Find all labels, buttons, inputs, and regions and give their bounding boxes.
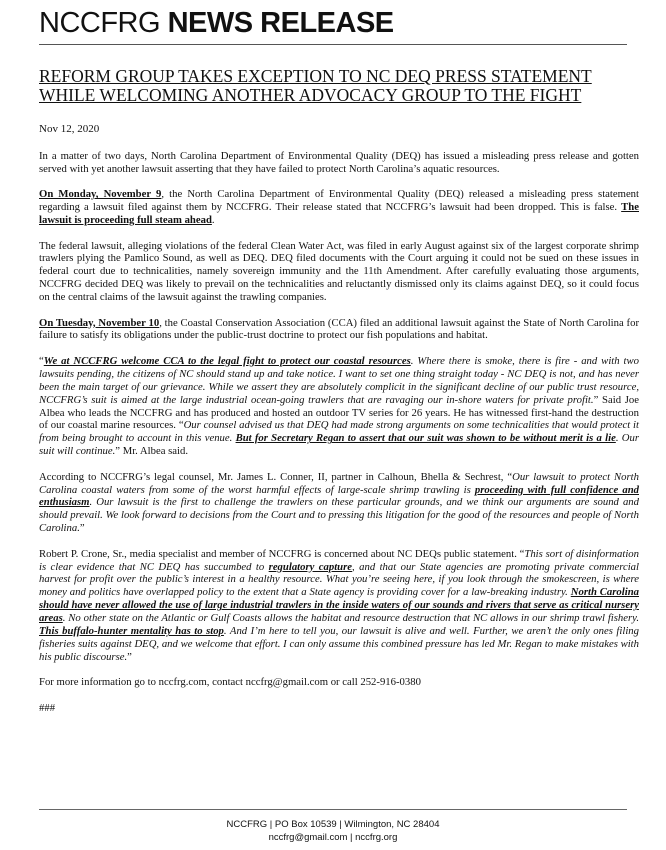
albea-quote-open: “ <box>39 354 44 367</box>
albea-italic-3: . Our suit will continue. <box>39 432 639 458</box>
paragraph-tuesday <box>39 317 639 343</box>
conner-italic-1: Our lawsuit to protect North Carolina coastal waters from some of the worst harmful effects of large-scale shrimp trawling is <box>39 470 639 496</box>
crone-plain-1: Robert P. Crone, Sr., media specialist and member of NCCFRG is concerned about NC DEQs public statement. “ <box>39 547 525 560</box>
footer-address: NCCFRG | PO Box 10539 | Wilmington, NC 28404 <box>226 819 440 830</box>
tuesday-lead: On Tuesday, November 10 <box>39 316 160 329</box>
monday-text: , the North Carolina Department of Environmental Quality (DEQ) released a misleading press statement regarding a lawsuit filed against them by NCCFRG. Their release stated that NCCFRG’s lawsuit had been dropped. This is false. <box>39 188 639 214</box>
crone-emphasis-2: North Carolina should have never allowed the use of large industrial trawlers in the inside waters of our sounds and rivers that serve as critical nursery areas <box>39 586 639 625</box>
end-mark: ### <box>39 701 56 714</box>
headline: REFORM GROUP TAKES EXCEPTION TO NC DEQ PRESS STATEMENT WHILE WELCOMING ANOTHER ADVOCACY GROUP TO THE FIGHT <box>39 66 592 105</box>
paragraph-conner-quote <box>39 471 639 536</box>
crone-emphasis-1: regulatory capture <box>268 560 353 573</box>
release-date: Nov 12, 2020 <box>39 123 100 135</box>
monday-emphasis: The lawsuit is proceeding full steam ahead <box>39 201 639 227</box>
paragraph-federal-lawsuit: The federal lawsuit, alleging violations of the federal Clean Water Act, was filed in early August against six of the largest corporate shrimp trawlers plying the Pamlico Sound, as well as DEQ. DEQ filed documents with the Court arguing it could not be sued on these issues in federal court due to technicalities, namely sovereign immunity and the 11th Amendment. After carefully evaluating those arguments, NCCFRG decided DEQ was likely to prevail on the technicalities and reluctantly dismissed only its claims against DEQ, so it could focus on the central claims of the lawsuit against the trawling companies. <box>39 239 639 304</box>
masthead-title: NEWS RELEASE <box>167 7 394 39</box>
albea-plain-2: ” Mr. Albea said. <box>115 445 189 458</box>
paragraph-intro: In a matter of two days, North Carolina Department of Environmental Quality (DEQ) has issued a misleading press release and gotten served with yet another lawsuit asserting that they have failed to protect North Carolina’s aquatic resources. <box>39 150 639 175</box>
crone-italic-3: . No other state on the Atlantic or Gulf Coasts allows the habitat and resource destruction that NC allows in our shrimp trawl fishery. <box>62 612 639 625</box>
top-divider <box>39 44 627 45</box>
release-body <box>39 150 639 727</box>
crone-italic-2: , and that our State agencies are promoting private commercial harvest for profit over the public’s interest in a healthy resource. What you’re seeing here, if you look through the smokescreen, is where money and politics have overlapped policy to the extent that a State agency is providing cover for a law-breaking industry. <box>39 560 639 599</box>
crone-italic-4: . And I’m here to tell you, our lawsuit is alive and well. Further, we aren’t the only ones filing fisheries suits against DEQ, and we welcome that effort. I can only assume this combined pressure has led Mr. Regan to make mistakes with his public discourse. <box>39 625 639 663</box>
masthead-org: NCCFRG <box>39 7 161 39</box>
monday-end: . <box>211 214 215 227</box>
paragraph-monday <box>39 188 639 227</box>
conner-italic-2: . Our lawsuit is the first to challenge the trawlers on these particular grounds, and we think our arguments are sound and should prevail. We look forward to decisions from the Court and to pressing this litigation for the good of the resources and people of North Carolina. <box>39 496 639 535</box>
footer-contact: nccfrg@gmail.com | nccfrg.org <box>268 832 398 843</box>
conner-plain-1: According to NCCFRG’s legal counsel, Mr. James L. Conner, II, partner in Calhoun, Bhella & Sechrest, “ <box>39 470 513 483</box>
albea-emphasis-1: We at NCCFRG welcome CCA to the legal fight to protect our coastal resources <box>43 354 411 367</box>
albea-italic-2: Our counsel advised us that DEQ had made strong arguments on some technicalities that would protect it from being brought to account in this venue. <box>39 419 639 445</box>
crone-plain-2: ” <box>127 650 132 663</box>
conner-emphasis-1: proceeding with full confidence and enthusiasm <box>39 483 640 509</box>
crone-italic-1: This sort of disinformation is clear evidence that NC DEQ has succumbed to <box>39 547 639 573</box>
paragraph-contact-info: For more information go to nccfrg.com, contact nccfrg@gmail.com or call 252-916-0380 <box>39 676 421 689</box>
tuesday-text: , the Coastal Conservation Association (CCA) filed an additional lawsuit against the State of North Carolina for failure to satisfy its obligations under the public-trust doctrine to protect our fish populations and habitat. <box>39 316 640 342</box>
conner-plain-2: ” <box>79 522 85 535</box>
footer <box>0 818 666 844</box>
albea-emphasis-2: But for Secretary Regan to assert that our suit was shown to be without merit is a lie <box>235 432 616 445</box>
paragraph-crone-quote <box>39 548 639 664</box>
paragraph-albea-quote <box>39 355 639 458</box>
crone-emphasis-3: This buffalo-hunter mentality has to stop <box>39 625 224 638</box>
masthead <box>39 7 394 40</box>
albea-italic-1: . Where there is smoke, there is fire - and with two lawsuits pending, the citizens of NC should stand up and take notice. I want to set one thing straight today - NC DEQ is not, and has never been the main target of our grievance. While we assert they are absolutely complicit in the significant decline of our public trust resource, NCCFRG’s suit is aimed at the large industrial ocean-going trawlers that are ravaging our in-shore waters for private profit. <box>39 354 639 406</box>
albea-plain-1: ” Said Joe Albea who leads the NCCFRG and has produced and hosted an outdoor TV series for 26 years. He has witnessed first-hand the destruction of our coastal marine resources. “ <box>39 393 639 432</box>
monday-lead: On Monday, November 9 <box>39 188 162 201</box>
footer-divider <box>39 809 627 810</box>
